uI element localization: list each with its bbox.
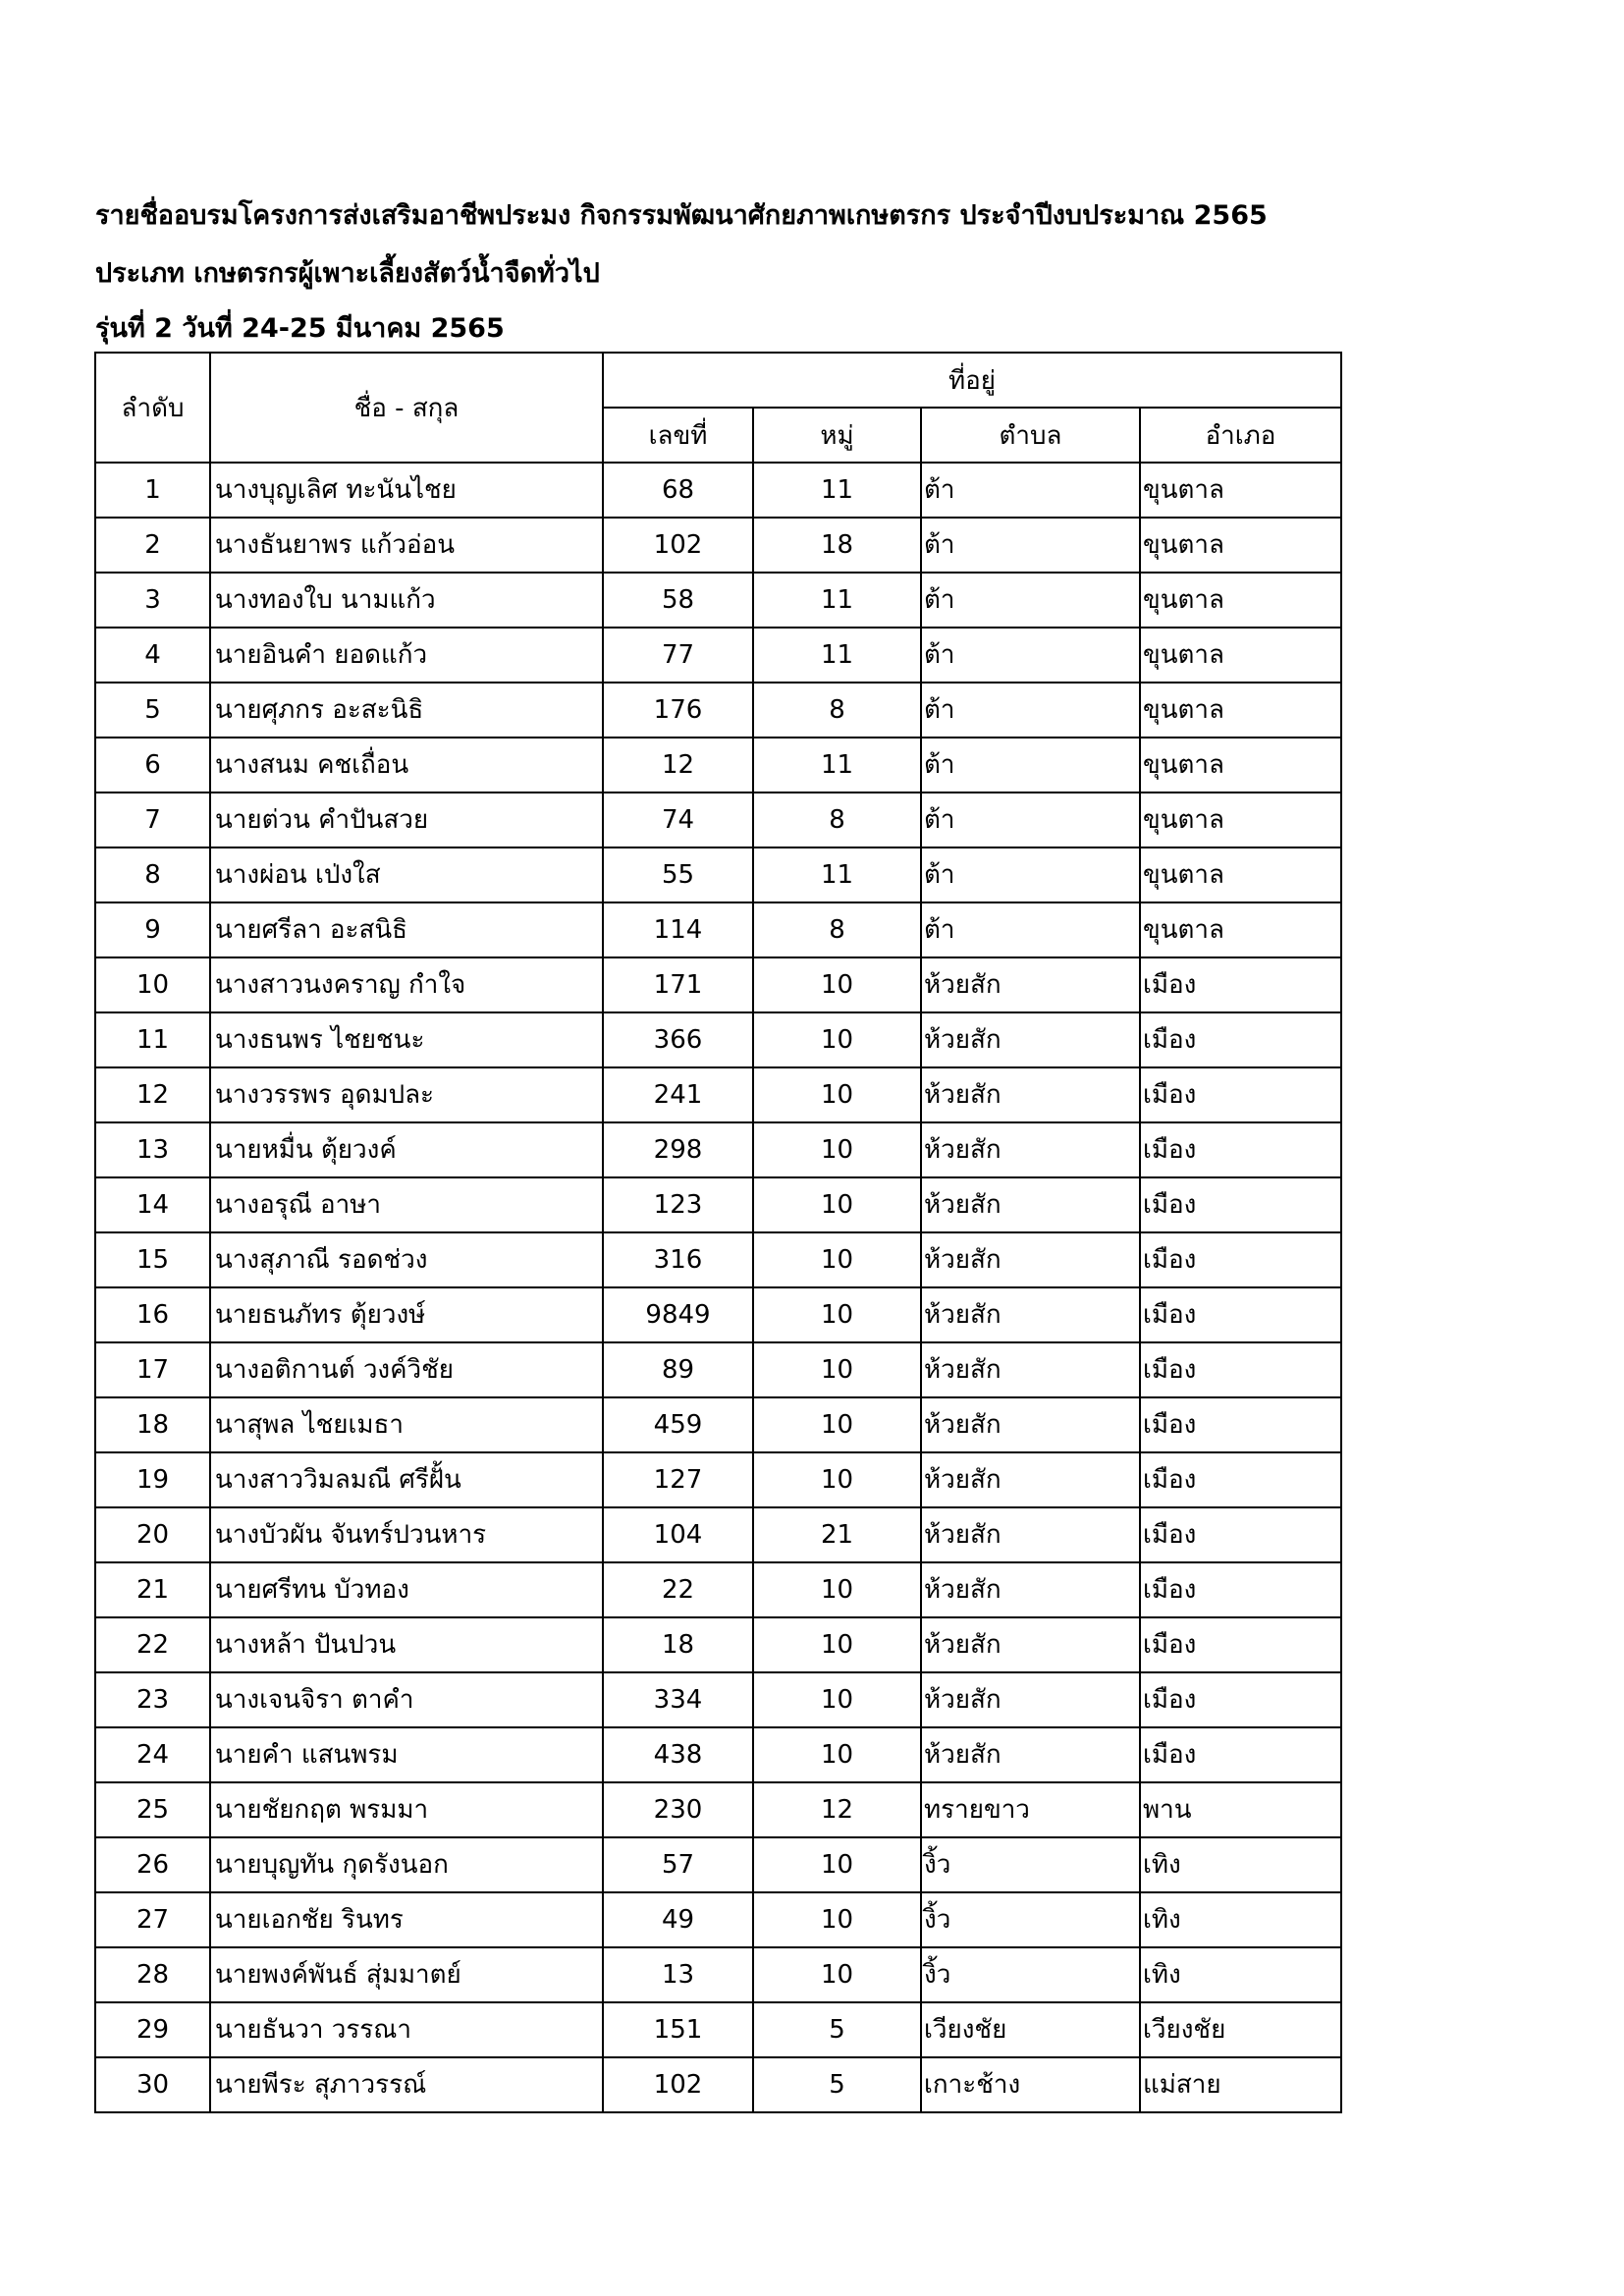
header-name: ชื่อ - สกุล bbox=[210, 353, 603, 463]
name-cell: นางผ่อน เป่งใส bbox=[210, 847, 603, 902]
moo-cell: 8 bbox=[753, 902, 921, 957]
order-cell: 26 bbox=[95, 1837, 210, 1892]
name-cell: นางธันยาพร แก้วอ่อน bbox=[210, 518, 603, 573]
table-row bbox=[95, 1232, 1341, 1287]
table-row bbox=[95, 1782, 1341, 1837]
table-row bbox=[95, 1892, 1341, 1947]
moo-cell: 10 bbox=[753, 1067, 921, 1122]
house-no-cell: 18 bbox=[603, 1617, 753, 1672]
order-cell: 14 bbox=[95, 1177, 210, 1232]
order-cell: 6 bbox=[95, 738, 210, 793]
amphoe-cell: แม่สาย bbox=[1140, 2057, 1341, 2112]
name-cell: นายพีระ สุภาวรรณ์ bbox=[210, 2057, 603, 2112]
order-cell: 9 bbox=[95, 902, 210, 957]
table-row bbox=[95, 463, 1341, 518]
order-cell: 16 bbox=[95, 1287, 210, 1342]
tambon-cell: ต้า bbox=[921, 573, 1140, 628]
tambon-cell: ห้วยสัก bbox=[921, 1672, 1140, 1727]
moo-cell: 18 bbox=[753, 518, 921, 573]
moo-cell: 10 bbox=[753, 1397, 921, 1452]
order-cell: 20 bbox=[95, 1507, 210, 1562]
tambon-cell: ห้วยสัก bbox=[921, 1177, 1140, 1232]
moo-cell: 10 bbox=[753, 1727, 921, 1782]
amphoe-cell: เทิง bbox=[1140, 1892, 1341, 1947]
name-cell: นายศรีลา อะสนิธิ bbox=[210, 902, 603, 957]
order-cell: 29 bbox=[95, 2002, 210, 2057]
table-row bbox=[95, 683, 1341, 738]
house-no-cell: 104 bbox=[603, 1507, 753, 1562]
tambon-cell: ต้า bbox=[921, 518, 1140, 573]
table-row bbox=[95, 1342, 1341, 1397]
document-session: รุ่นที่ 2 วันที่ 24-25 มีนาคม 2565 bbox=[95, 313, 505, 344]
house-no-cell: 171 bbox=[603, 957, 753, 1012]
order-cell: 19 bbox=[95, 1452, 210, 1507]
amphoe-cell: พาน bbox=[1140, 1782, 1341, 1837]
name-cell: นายชัยกฤต พรมมา bbox=[210, 1782, 603, 1837]
name-cell: นางบุญเลิศ ทะนันไชย bbox=[210, 463, 603, 518]
amphoe-cell: เมือง bbox=[1140, 1727, 1341, 1782]
tambon-cell: ห้วยสัก bbox=[921, 1507, 1140, 1562]
order-cell: 11 bbox=[95, 1012, 210, 1067]
house-no-cell: 89 bbox=[603, 1342, 753, 1397]
moo-cell: 8 bbox=[753, 793, 921, 847]
amphoe-cell: ขุนตาล bbox=[1140, 573, 1341, 628]
tambon-cell: ห้วยสัก bbox=[921, 1067, 1140, 1122]
tambon-cell: ทรายขาว bbox=[921, 1782, 1140, 1837]
moo-cell: 11 bbox=[753, 573, 921, 628]
order-cell: 21 bbox=[95, 1562, 210, 1617]
amphoe-cell: เมือง bbox=[1140, 1287, 1341, 1342]
order-cell: 23 bbox=[95, 1672, 210, 1727]
tambon-cell: เกาะช้าง bbox=[921, 2057, 1140, 2112]
moo-cell: 11 bbox=[753, 847, 921, 902]
amphoe-cell: ขุนตาล bbox=[1140, 847, 1341, 902]
name-cell: นางสาววิมลมณี ศรีฝั้น bbox=[210, 1452, 603, 1507]
table-row bbox=[95, 628, 1341, 683]
house-no-cell: 151 bbox=[603, 2002, 753, 2057]
name-cell: นายธนภัทร ตุ้ยวงษ์ bbox=[210, 1287, 603, 1342]
order-cell: 1 bbox=[95, 463, 210, 518]
tambon-cell: ห้วยสัก bbox=[921, 1727, 1140, 1782]
tambon-cell: งิ้ว bbox=[921, 1837, 1140, 1892]
name-cell: นางสุภาณี รอดช่วง bbox=[210, 1232, 603, 1287]
house-no-cell: 102 bbox=[603, 518, 753, 573]
moo-cell: 10 bbox=[753, 1617, 921, 1672]
order-cell: 22 bbox=[95, 1617, 210, 1672]
house-no-cell: 74 bbox=[603, 793, 753, 847]
amphoe-cell: เทิง bbox=[1140, 1947, 1341, 2002]
name-cell: นายศรีทน บัวทอง bbox=[210, 1562, 603, 1617]
table-row bbox=[95, 1837, 1341, 1892]
moo-cell: 11 bbox=[753, 463, 921, 518]
moo-cell: 10 bbox=[753, 1892, 921, 1947]
amphoe-cell: เมือง bbox=[1140, 1122, 1341, 1177]
order-cell: 15 bbox=[95, 1232, 210, 1287]
name-cell: นายบุญทัน กุดรังนอก bbox=[210, 1837, 603, 1892]
house-no-cell: 57 bbox=[603, 1837, 753, 1892]
house-no-cell: 459 bbox=[603, 1397, 753, 1452]
table-row bbox=[95, 573, 1341, 628]
moo-cell: 10 bbox=[753, 1232, 921, 1287]
name-cell: นาสุพล ไชยเมธา bbox=[210, 1397, 603, 1452]
name-cell: นางสนม คชเถื่อน bbox=[210, 738, 603, 793]
tambon-cell: เวียงชัย bbox=[921, 2002, 1140, 2057]
amphoe-cell: เมือง bbox=[1140, 1452, 1341, 1507]
table-row bbox=[95, 1507, 1341, 1562]
house-no-cell: 366 bbox=[603, 1012, 753, 1067]
house-no-cell: 241 bbox=[603, 1067, 753, 1122]
order-cell: 4 bbox=[95, 628, 210, 683]
table-row bbox=[95, 1122, 1341, 1177]
tambon-cell: ห้วยสัก bbox=[921, 1122, 1140, 1177]
tambon-cell: ห้วยสัก bbox=[921, 1397, 1140, 1452]
house-no-cell: 127 bbox=[603, 1452, 753, 1507]
table-row bbox=[95, 847, 1341, 902]
name-cell: นางวรรพร อุดมปละ bbox=[210, 1067, 603, 1122]
tambon-cell: ห้วยสัก bbox=[921, 1342, 1140, 1397]
order-cell: 13 bbox=[95, 1122, 210, 1177]
moo-cell: 10 bbox=[753, 1122, 921, 1177]
amphoe-cell: เมือง bbox=[1140, 1342, 1341, 1397]
amphoe-cell: เมือง bbox=[1140, 1507, 1341, 1562]
amphoe-cell: ขุนตาล bbox=[1140, 793, 1341, 847]
table-row bbox=[95, 518, 1341, 573]
tambon-cell: ห้วยสัก bbox=[921, 1617, 1140, 1672]
amphoe-cell: เมือง bbox=[1140, 1562, 1341, 1617]
table-row bbox=[95, 1672, 1341, 1727]
tambon-cell: งิ้ว bbox=[921, 1892, 1140, 1947]
table-row bbox=[95, 1177, 1341, 1232]
moo-cell: 10 bbox=[753, 1012, 921, 1067]
order-cell: 7 bbox=[95, 793, 210, 847]
house-no-cell: 114 bbox=[603, 902, 753, 957]
house-no-cell: 55 bbox=[603, 847, 753, 902]
tambon-cell: ห้วยสัก bbox=[921, 1452, 1140, 1507]
table-row bbox=[95, 1397, 1341, 1452]
tambon-cell: ห้วยสัก bbox=[921, 1012, 1140, 1067]
tambon-cell: ต้า bbox=[921, 738, 1140, 793]
table-row bbox=[95, 1287, 1341, 1342]
amphoe-cell: เมือง bbox=[1140, 1397, 1341, 1452]
table-row bbox=[95, 1452, 1341, 1507]
moo-cell: 10 bbox=[753, 1452, 921, 1507]
table-row bbox=[95, 793, 1341, 847]
house-no-cell: 77 bbox=[603, 628, 753, 683]
order-cell: 2 bbox=[95, 518, 210, 573]
header-tambon: ตำบล bbox=[921, 408, 1140, 463]
order-cell: 17 bbox=[95, 1342, 210, 1397]
house-no-cell: 316 bbox=[603, 1232, 753, 1287]
name-cell: นางทองใบ นามแก้ว bbox=[210, 573, 603, 628]
moo-cell: 11 bbox=[753, 738, 921, 793]
name-cell: นายธันวา วรรณา bbox=[210, 2002, 603, 2057]
header-house-no: เลขที่ bbox=[603, 408, 753, 463]
name-cell: นายต่วน คำปันสวย bbox=[210, 793, 603, 847]
participant-table bbox=[94, 352, 1342, 2113]
house-no-cell: 334 bbox=[603, 1672, 753, 1727]
tambon-cell: ห้วยสัก bbox=[921, 1232, 1140, 1287]
table-row bbox=[95, 1727, 1341, 1782]
tambon-cell: ต้า bbox=[921, 847, 1140, 902]
name-cell: นางเจนจิรา ตาคำ bbox=[210, 1672, 603, 1727]
moo-cell: 10 bbox=[753, 1837, 921, 1892]
name-cell: นายหมื่น ตุ้ยวงค์ bbox=[210, 1122, 603, 1177]
order-cell: 5 bbox=[95, 683, 210, 738]
moo-cell: 10 bbox=[753, 1177, 921, 1232]
name-cell: นายคำ แสนพรม bbox=[210, 1727, 603, 1782]
amphoe-cell: เมือง bbox=[1140, 1067, 1341, 1122]
order-cell: 30 bbox=[95, 2057, 210, 2112]
amphoe-cell: ขุนตาล bbox=[1140, 683, 1341, 738]
tambon-cell: ต้า bbox=[921, 463, 1140, 518]
name-cell: นางธนพร ไชยชนะ bbox=[210, 1012, 603, 1067]
amphoe-cell: เมือง bbox=[1140, 1177, 1341, 1232]
tambon-cell: ต้า bbox=[921, 902, 1140, 957]
order-cell: 10 bbox=[95, 957, 210, 1012]
table-row bbox=[95, 1067, 1341, 1122]
tambon-cell: งิ้ว bbox=[921, 1947, 1140, 2002]
amphoe-cell: เมือง bbox=[1140, 1617, 1341, 1672]
order-cell: 3 bbox=[95, 573, 210, 628]
moo-cell: 5 bbox=[753, 2002, 921, 2057]
table-row bbox=[95, 902, 1341, 957]
order-cell: 25 bbox=[95, 1782, 210, 1837]
table-row bbox=[95, 1012, 1341, 1067]
tambon-cell: ห้วยสัก bbox=[921, 1562, 1140, 1617]
tambon-cell: ต้า bbox=[921, 793, 1140, 847]
order-cell: 8 bbox=[95, 847, 210, 902]
amphoe-cell: เมือง bbox=[1140, 1012, 1341, 1067]
amphoe-cell: เวียงชัย bbox=[1140, 2002, 1341, 2057]
amphoe-cell: ขุนตาล bbox=[1140, 902, 1341, 957]
table-row bbox=[95, 1562, 1341, 1617]
house-no-cell: 12 bbox=[603, 738, 753, 793]
participant-table-body bbox=[95, 463, 1341, 2112]
order-cell: 27 bbox=[95, 1892, 210, 1947]
document-category: ประเภท เกษตรกรผู้เพาะเลี้ยงสัตว์น้ำจืดทั่วไป bbox=[95, 258, 600, 289]
house-no-cell: 230 bbox=[603, 1782, 753, 1837]
table-row bbox=[95, 957, 1341, 1012]
amphoe-cell: ขุนตาล bbox=[1140, 628, 1341, 683]
order-cell: 18 bbox=[95, 1397, 210, 1452]
tambon-cell: ต้า bbox=[921, 628, 1140, 683]
house-no-cell: 68 bbox=[603, 463, 753, 518]
name-cell: นายเอกชัย รินทร bbox=[210, 1892, 603, 1947]
order-cell: 24 bbox=[95, 1727, 210, 1782]
moo-cell: 10 bbox=[753, 1672, 921, 1727]
table-row bbox=[95, 738, 1341, 793]
house-no-cell: 9849 bbox=[603, 1287, 753, 1342]
name-cell: นางบัวผัน จันทร์ปวนหาร bbox=[210, 1507, 603, 1562]
house-no-cell: 176 bbox=[603, 683, 753, 738]
house-no-cell: 123 bbox=[603, 1177, 753, 1232]
name-cell: นางอรุณี อาษา bbox=[210, 1177, 603, 1232]
house-no-cell: 58 bbox=[603, 573, 753, 628]
amphoe-cell: ขุนตาล bbox=[1140, 518, 1341, 573]
house-no-cell: 102 bbox=[603, 2057, 753, 2112]
name-cell: นายพงค์พันธ์ สุ่มมาตย์ bbox=[210, 1947, 603, 2002]
order-cell: 12 bbox=[95, 1067, 210, 1122]
name-cell: นายศุภกร อะสะนิธิ bbox=[210, 683, 603, 738]
amphoe-cell: ขุนตาล bbox=[1140, 463, 1341, 518]
order-cell: 28 bbox=[95, 1947, 210, 2002]
house-no-cell: 298 bbox=[603, 1122, 753, 1177]
amphoe-cell: เมือง bbox=[1140, 957, 1341, 1012]
moo-cell: 12 bbox=[753, 1782, 921, 1837]
header-address: ที่อยู่ bbox=[603, 353, 1341, 408]
house-no-cell: 22 bbox=[603, 1562, 753, 1617]
tambon-cell: ห้วยสัก bbox=[921, 1287, 1140, 1342]
amphoe-cell: เทิง bbox=[1140, 1837, 1341, 1892]
document-title: รายชื่ออบรมโครงการส่งเสริมอาชีพประมง กิจกรรมพัฒนาศักยภาพเกษตรกร ประจำปีงบประมาณ 2565 bbox=[95, 200, 1268, 231]
tambon-cell: ห้วยสัก bbox=[921, 957, 1140, 1012]
moo-cell: 10 bbox=[753, 1947, 921, 2002]
tambon-cell: ต้า bbox=[921, 683, 1140, 738]
moo-cell: 8 bbox=[753, 683, 921, 738]
amphoe-cell: ขุนตาล bbox=[1140, 738, 1341, 793]
house-no-cell: 13 bbox=[603, 1947, 753, 2002]
moo-cell: 10 bbox=[753, 1562, 921, 1617]
name-cell: นางหล้า ปันปวน bbox=[210, 1617, 603, 1672]
table-row bbox=[95, 2002, 1341, 2057]
header-moo: หมู่ bbox=[753, 408, 921, 463]
header-amphoe: อำเภอ bbox=[1140, 408, 1341, 463]
house-no-cell: 49 bbox=[603, 1892, 753, 1947]
name-cell: นางอติกานต์ วงค์วิชัย bbox=[210, 1342, 603, 1397]
header-order: ลำดับ bbox=[95, 353, 210, 463]
moo-cell: 10 bbox=[753, 957, 921, 1012]
moo-cell: 5 bbox=[753, 2057, 921, 2112]
table-row bbox=[95, 1617, 1341, 1672]
name-cell: นางสาวนงคราญ กำใจ bbox=[210, 957, 603, 1012]
house-no-cell: 438 bbox=[603, 1727, 753, 1782]
moo-cell: 10 bbox=[753, 1287, 921, 1342]
amphoe-cell: เมือง bbox=[1140, 1672, 1341, 1727]
table-row bbox=[95, 1947, 1341, 2002]
table-row bbox=[95, 2057, 1341, 2112]
moo-cell: 21 bbox=[753, 1507, 921, 1562]
moo-cell: 11 bbox=[753, 628, 921, 683]
amphoe-cell: เมือง bbox=[1140, 1232, 1341, 1287]
moo-cell: 10 bbox=[753, 1342, 921, 1397]
name-cell: นายอินคำ ยอดแก้ว bbox=[210, 628, 603, 683]
